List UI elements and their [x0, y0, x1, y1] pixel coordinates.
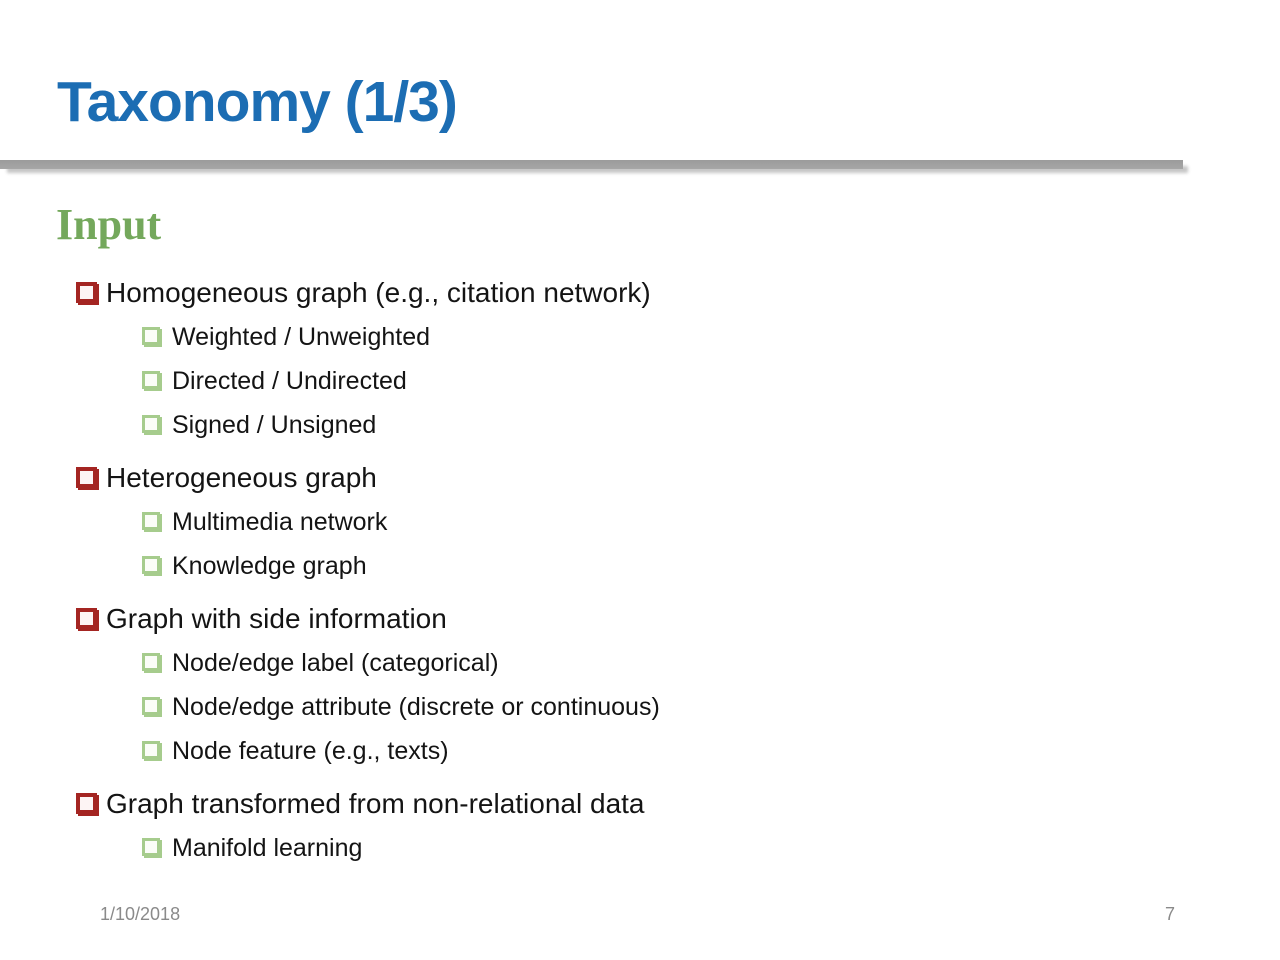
list-item-label: Graph transformed from non-relational data — [106, 788, 645, 819]
sub-list-item-label: Directed / Undirected — [172, 366, 407, 395]
red-square-bullet-icon — [76, 467, 97, 488]
sub-list-item-multimedia-network — [142, 500, 660, 544]
title-divider-line — [0, 160, 1183, 169]
sub-list-item-label: Multimedia network — [172, 507, 388, 536]
green-square-bullet-icon — [142, 512, 160, 530]
footer-date: 1/10/2018 — [100, 904, 181, 924]
bullet-list — [76, 262, 660, 870]
list-item-label: Homogeneous graph (e.g., citation network) — [106, 277, 651, 308]
green-square-bullet-icon — [142, 327, 160, 345]
sub-list-item-label: Signed / Unsigned — [172, 410, 377, 439]
sub-list-item-weighted — [142, 315, 660, 359]
list-item-heterogeneous-graph — [76, 456, 660, 500]
green-square-bullet-icon — [142, 653, 160, 671]
footer-page-number: 7 — [1164, 904, 1175, 924]
sub-list-item-manifold-learning — [142, 826, 660, 870]
section-heading-input: Input — [56, 200, 162, 249]
green-square-bullet-icon — [142, 415, 160, 433]
sub-list-item-label: Node/edge label (categorical) — [172, 648, 499, 677]
sub-list-item-node-feature — [142, 729, 660, 773]
sub-list-item-label: Knowledge graph — [172, 551, 367, 580]
list-item-graph-side-information — [76, 597, 660, 641]
green-square-bullet-icon — [142, 371, 160, 389]
green-square-bullet-icon — [142, 697, 160, 715]
red-square-bullet-icon — [76, 608, 97, 629]
sub-list-item-label: Manifold learning — [172, 833, 363, 862]
sub-list-item-label: Node/edge attribute (discrete or continuous) — [172, 692, 660, 721]
sub-list-item-label: Weighted / Unweighted — [172, 322, 431, 351]
page-title: Taxonomy (1/3) — [57, 70, 457, 134]
red-square-bullet-icon — [76, 282, 97, 303]
list-item-label: Graph with side information — [106, 603, 447, 634]
sub-list-item-signed — [142, 403, 660, 447]
sub-list-item-node-edge-attribute — [142, 685, 660, 729]
sub-list-item-label: Node feature (e.g., texts) — [172, 736, 449, 765]
sub-list-item-knowledge-graph — [142, 544, 660, 588]
list-item-homogeneous-graph — [76, 271, 660, 315]
red-square-bullet-icon — [76, 793, 97, 814]
green-square-bullet-icon — [142, 741, 160, 759]
green-square-bullet-icon — [142, 838, 160, 856]
sub-list-item-node-edge-label — [142, 641, 660, 685]
green-square-bullet-icon — [142, 556, 160, 574]
sub-list-item-directed — [142, 359, 660, 403]
list-item-label: Heterogeneous graph — [106, 462, 377, 493]
list-item-graph-transformed — [76, 782, 660, 826]
